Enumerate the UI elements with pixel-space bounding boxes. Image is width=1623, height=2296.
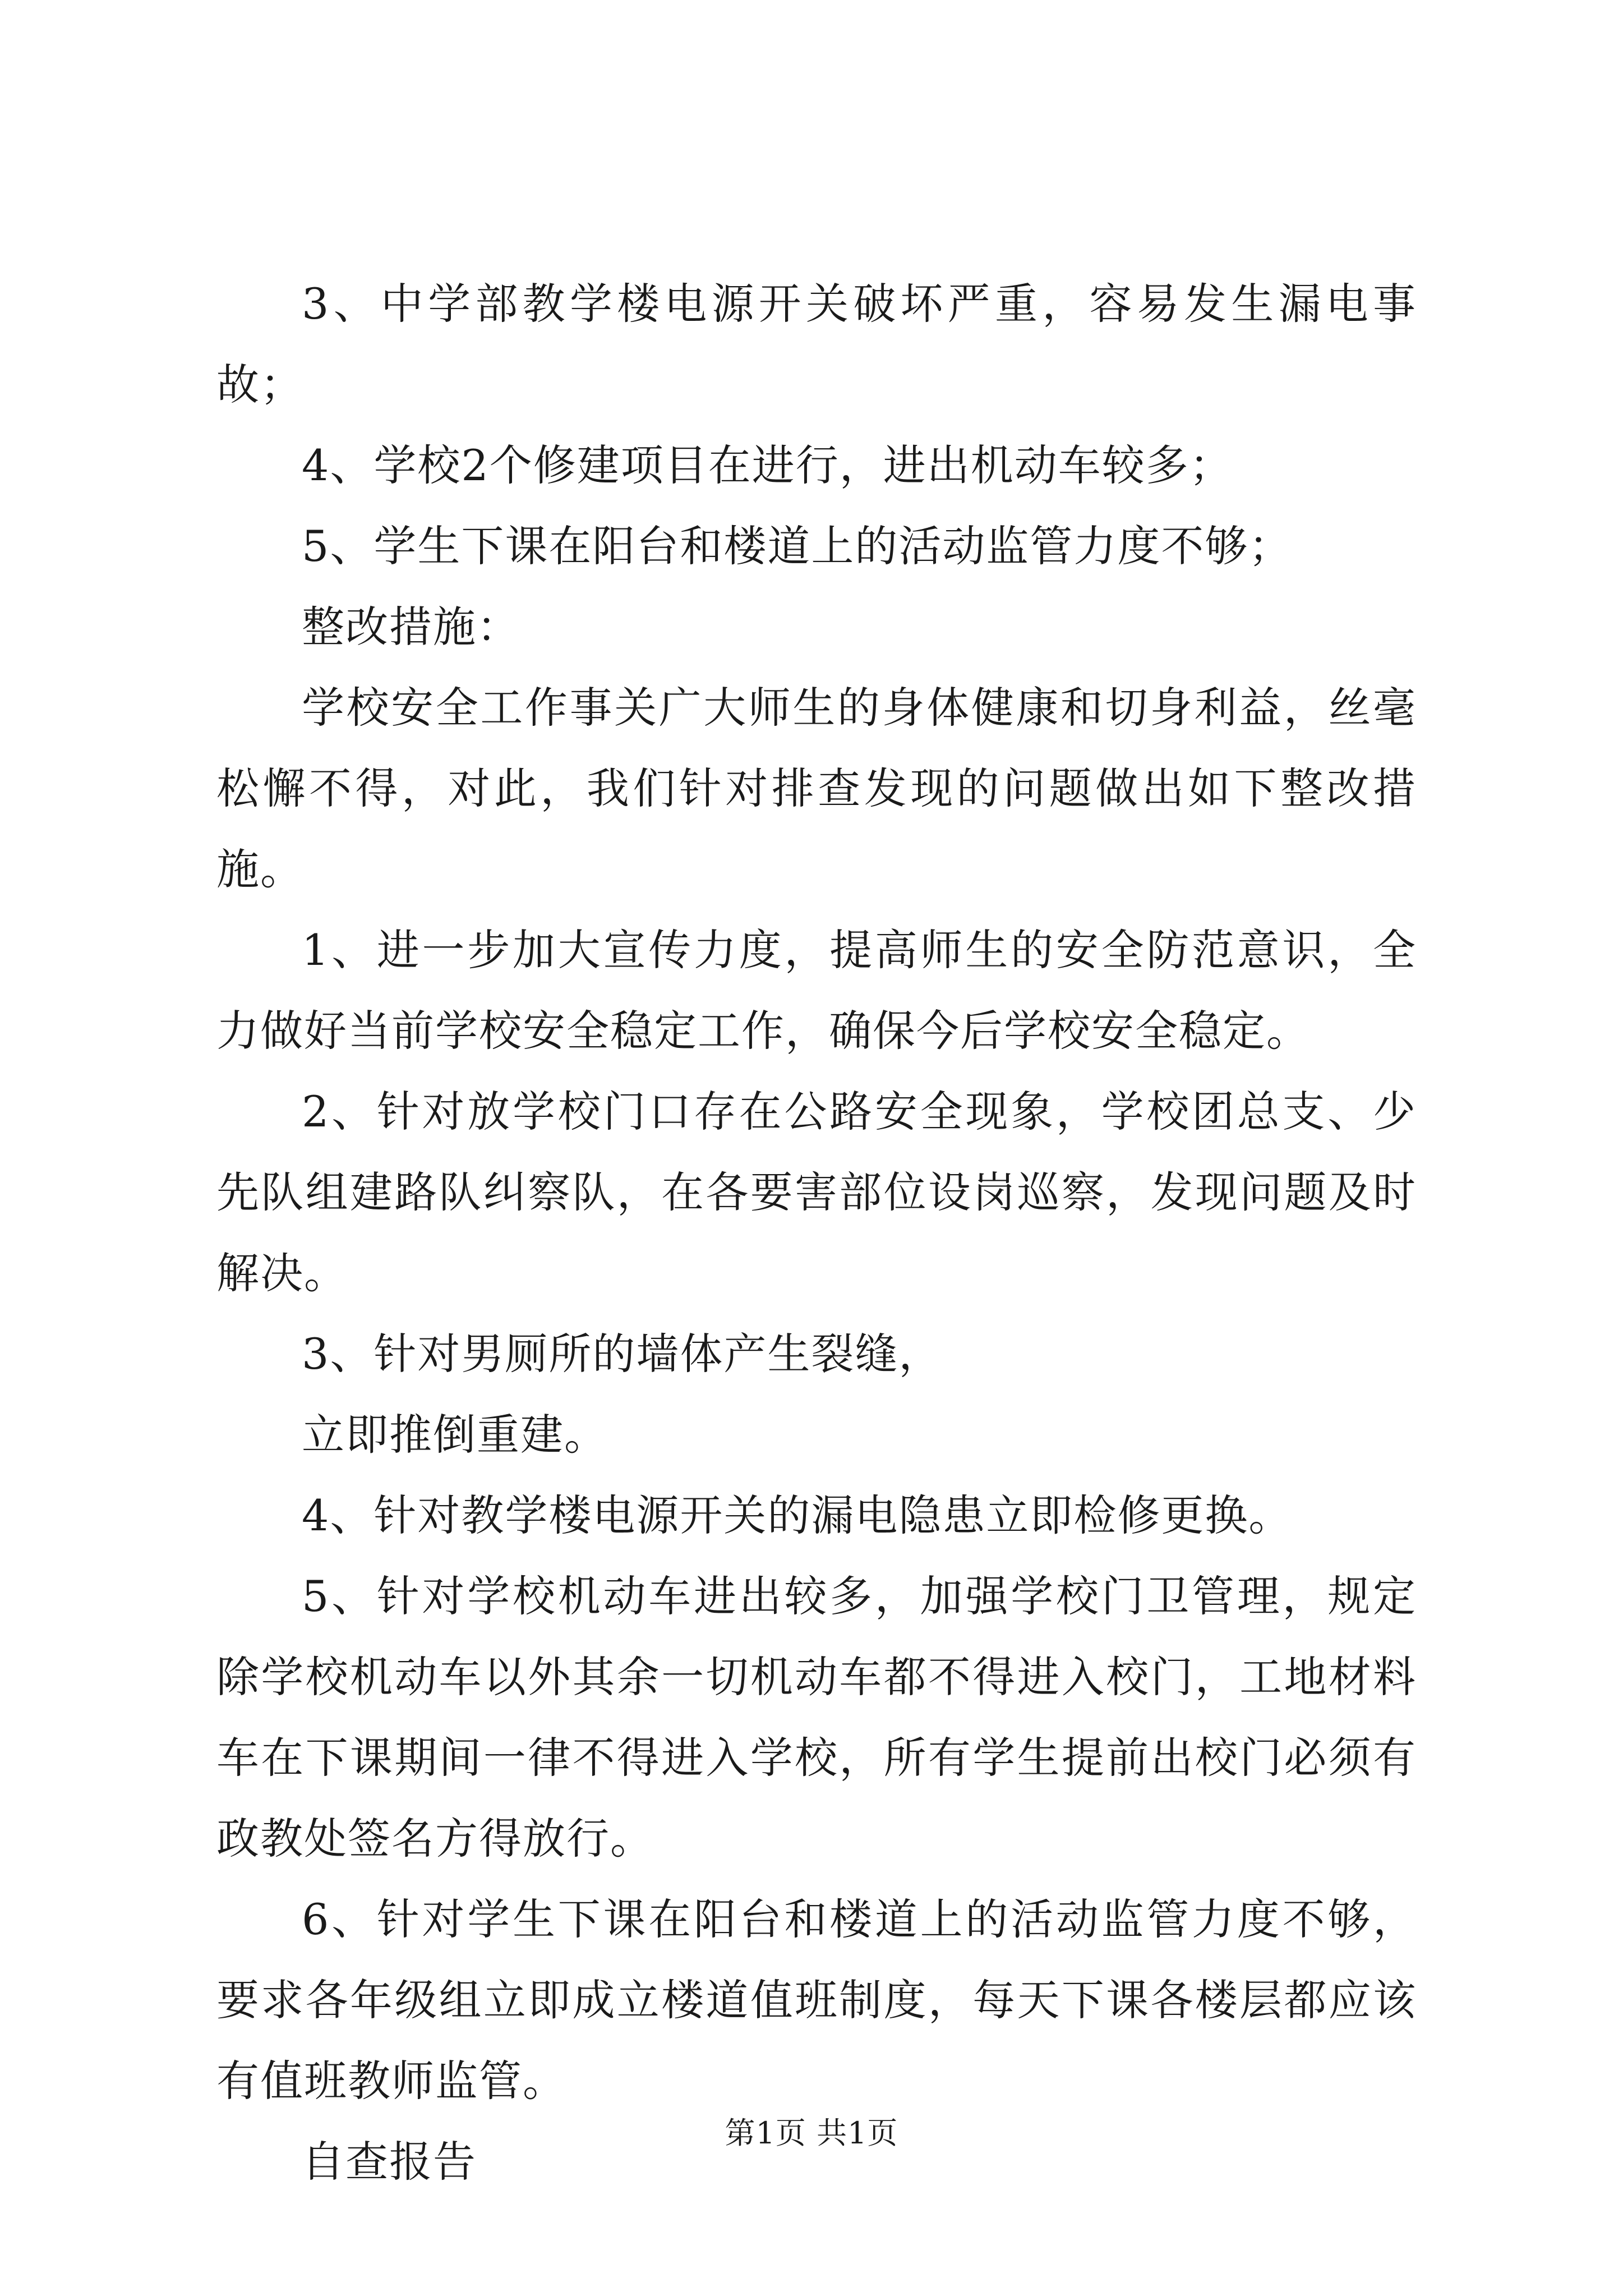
page-footer: 第1页 共1页 (725, 2115, 898, 2151)
paragraph-intro: 学校安全工作事关广大师生的身体健康和切身利益，丝毫松懈不得，对此，我们针对排查发现的问题做出如下整改措施。 (216, 683, 1417, 894)
paragraph-measure-2: 2、针对放学校门口存在公路安全现象，学校团总支、少先队组建路队纠察队，在各要害部位设岗巡察，发现问题及时解决。 (216, 1087, 1417, 1298)
paragraph-measure-3: 3、针对男厕所的墙体产生裂缝， (302, 1329, 943, 1379)
paragraph-measure-5: 5、针对学校机动车进出较多，加强学校门卫管理，规定除学校机动车以外其余一切机动车都不得进入校门，工地材料车在下课期间一律不得进入学校，所有学生提前出校门必须有政教处签名方得放行。 (216, 1571, 1417, 1864)
paragraph-issue-5: 5、学生下课在阳台和楼道上的活动监管力度不够； (302, 521, 1293, 571)
paragraph-measure-4: 4、针对教学楼电源开关的漏电隐患立即检修更换。 (302, 1490, 1293, 1540)
paragraph-measure-1: 1、进一步加大宣传力度，提高师生的安全防范意识，全力做好当前学校安全稳定工作，确保今后学校安全稳定。 (216, 925, 1417, 1056)
section-heading-measures: 整改措施： (302, 602, 520, 652)
paragraph-measure-3-continued: 立即推倒重建。 (302, 1410, 608, 1460)
paragraph-issue-4: 4、学校2个修建项目在进行，进出机动车较多； (302, 440, 1233, 490)
paragraph-self-check-report: 自查报告 (302, 2137, 477, 2187)
document-body (216, 264, 1417, 2202)
paragraph-measure-6: 6、针对学生下课在阳台和楼道上的活动监管力度不够，要求各年级组立即成立楼道值班制度，每天下课各楼层都应该有值班教师监管。 (216, 1894, 1417, 2106)
paragraph-issue-3: 3、中学部教学楼电源开关破坏严重，容易发生漏电事故； (216, 279, 1417, 409)
